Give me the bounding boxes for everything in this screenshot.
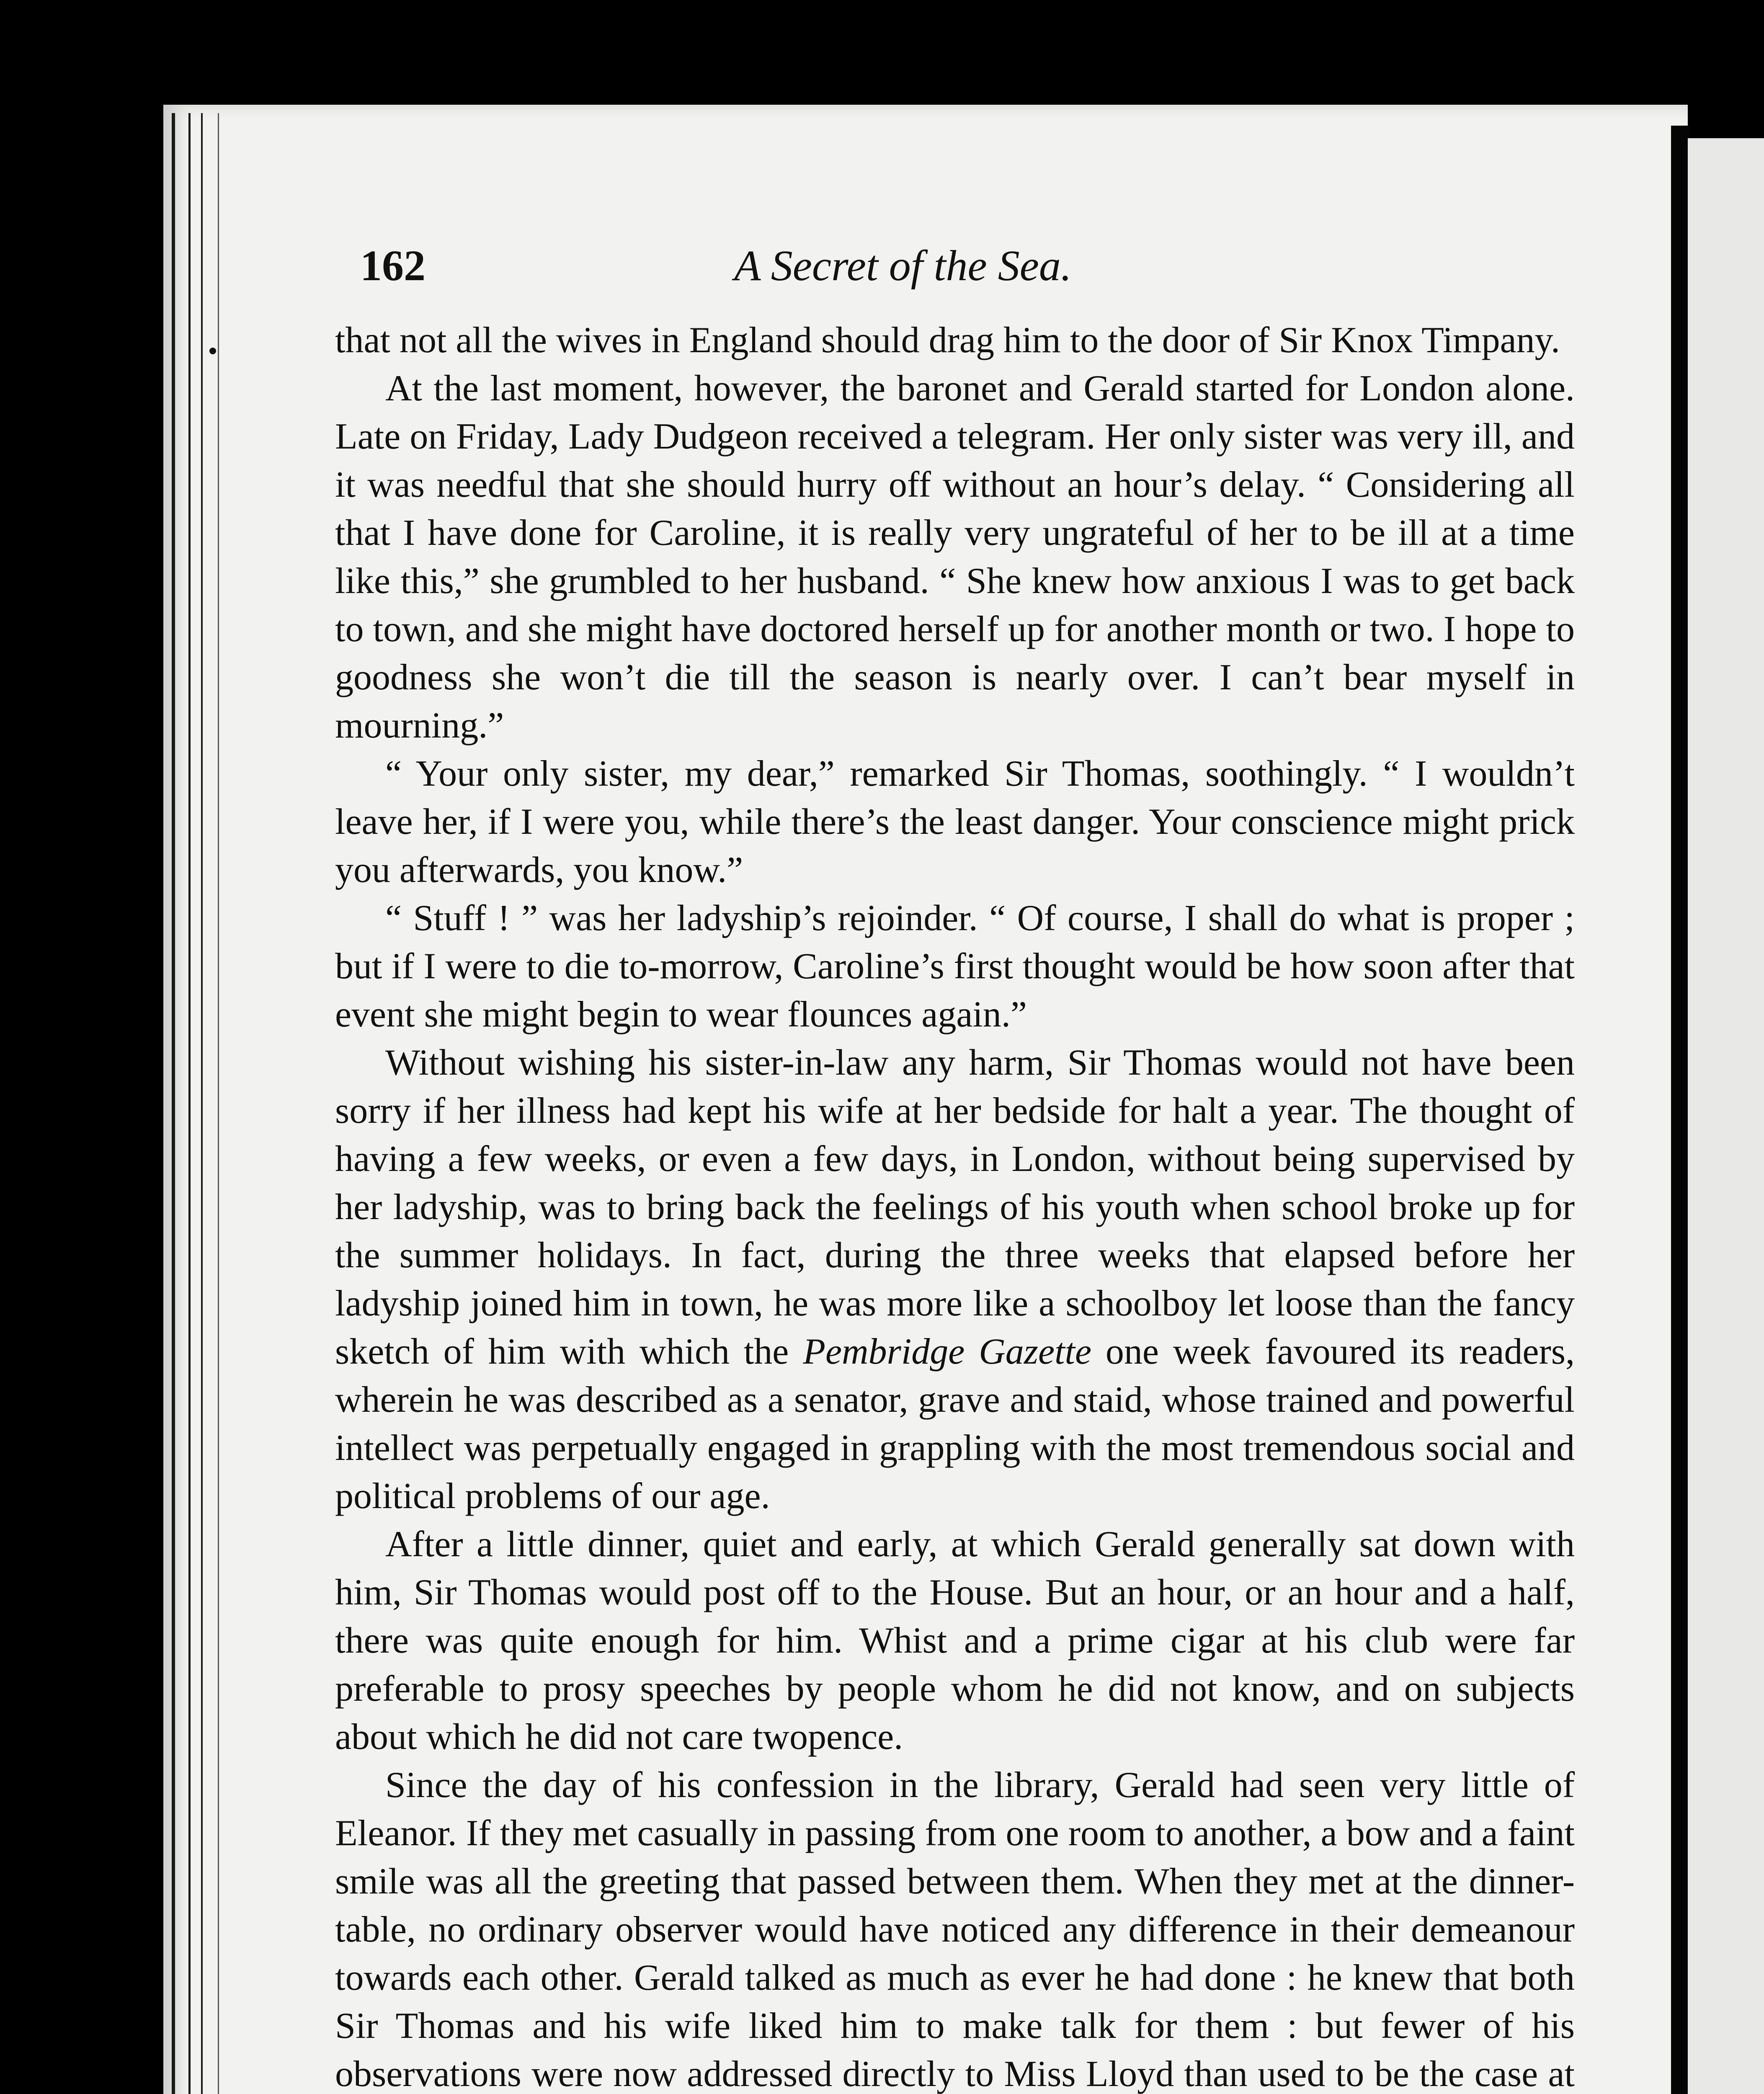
binding-edge	[188, 113, 191, 2094]
paragraph: “ Stuff ! ” was her ladyship’s rejoinder. “ Of course, I shall do what is proper ; but if I were to die to-morrow, Caroline’s first thought would be how soon after that event she might begin to wear flounces again.”	[335, 898, 1575, 1035]
paragraph: After a little dinner, quiet and early, at which Gerald generally sat down with him, Sir Thomas would post off to the House. But an hour, or an hour and a half, there was quite enough for him. Whist and a prime cigar at his club were far preferable to prosy speeches by people whom he did not know, and on subjects about which he did not care twopence.	[335, 1524, 1575, 1757]
paragraph: that not all the wives in England should drag him to the door of Sir Knox Timpany.	[335, 320, 1560, 361]
paragraph: “ Your only sister, my dear,” remarked Sir Thomas, soothingly. “ I wouldn’t leave her, if I were you, while there’s the least danger. Your conscience might prick you afterwards, you know.”	[335, 753, 1575, 890]
paragraph	[335, 1039, 1575, 1520]
paragraph: At the last moment, however, the baronet and Gerald started for London alone. Late on Friday, Lady Dudgeon received a telegram. Her only sister was very ill, and it was needful that she should hurry off without an hour’s delay. “ Considering all that I have done for Caroline, it is really very ungrateful of her to be ill at a time like this,” she grumbled to her husband. “ She knew how anxious I was to get back to town, and she might have doctored herself up for another month or two. I hope to goodness she won’t die till the season is nearly over. I can’t bear myself in mourning.”	[335, 368, 1575, 746]
paragraph-text: Without wishing his sister-in-law any harm, Sir Thomas would not have been sorry if her illness had kept his wife at her bedside for halt a year. The thought of having a few weeks, or even a few days, in London, without being supervised by her ladyship, was to bring back the feelings of his youth when school broke up for the summer holidays. In fact, during the three weeks that elapsed before her ladyship joined him in town, he was more like a schoolboy let loose than the fancy sketch of him with which the	[335, 1042, 1575, 1372]
binding-edge	[218, 113, 219, 2094]
paragraph-text: one week favoured its readers, wherein he was described as a senator, grave and staid, whose trained and powerful intellect was perpetually engaged in grappling with the most tremendous social and political problems of our age.	[335, 1331, 1575, 1516]
publication-title: Pembridge Gazette	[803, 1331, 1092, 1372]
binding-edge	[201, 113, 203, 2094]
page-gutter	[1671, 126, 1690, 2094]
body-text	[335, 316, 1575, 2094]
binding-edge	[172, 113, 175, 2094]
facing-page-edge	[1688, 138, 1764, 2094]
paragraph: Since the day of his confession in the library, Gerald had seen very little of Eleanor. If they met casually in passing from one room to another, a bow and a faint smile was all the greeting that passed between them. When they met at the dinner-table, no ordinary observer would have noticed any difference in their demeanour towards each other. Gerald talked as much as ever he had done : he knew that both Sir Thomas and his wife liked him to make talk for them : but fewer of his observations were now addressed directly to Miss Lloyd than used to be the case at	[335, 1765, 1575, 2094]
page-number: 162	[360, 242, 426, 290]
margin-mark	[209, 348, 216, 354]
running-title: A Secret of the Sea.	[734, 242, 1072, 290]
